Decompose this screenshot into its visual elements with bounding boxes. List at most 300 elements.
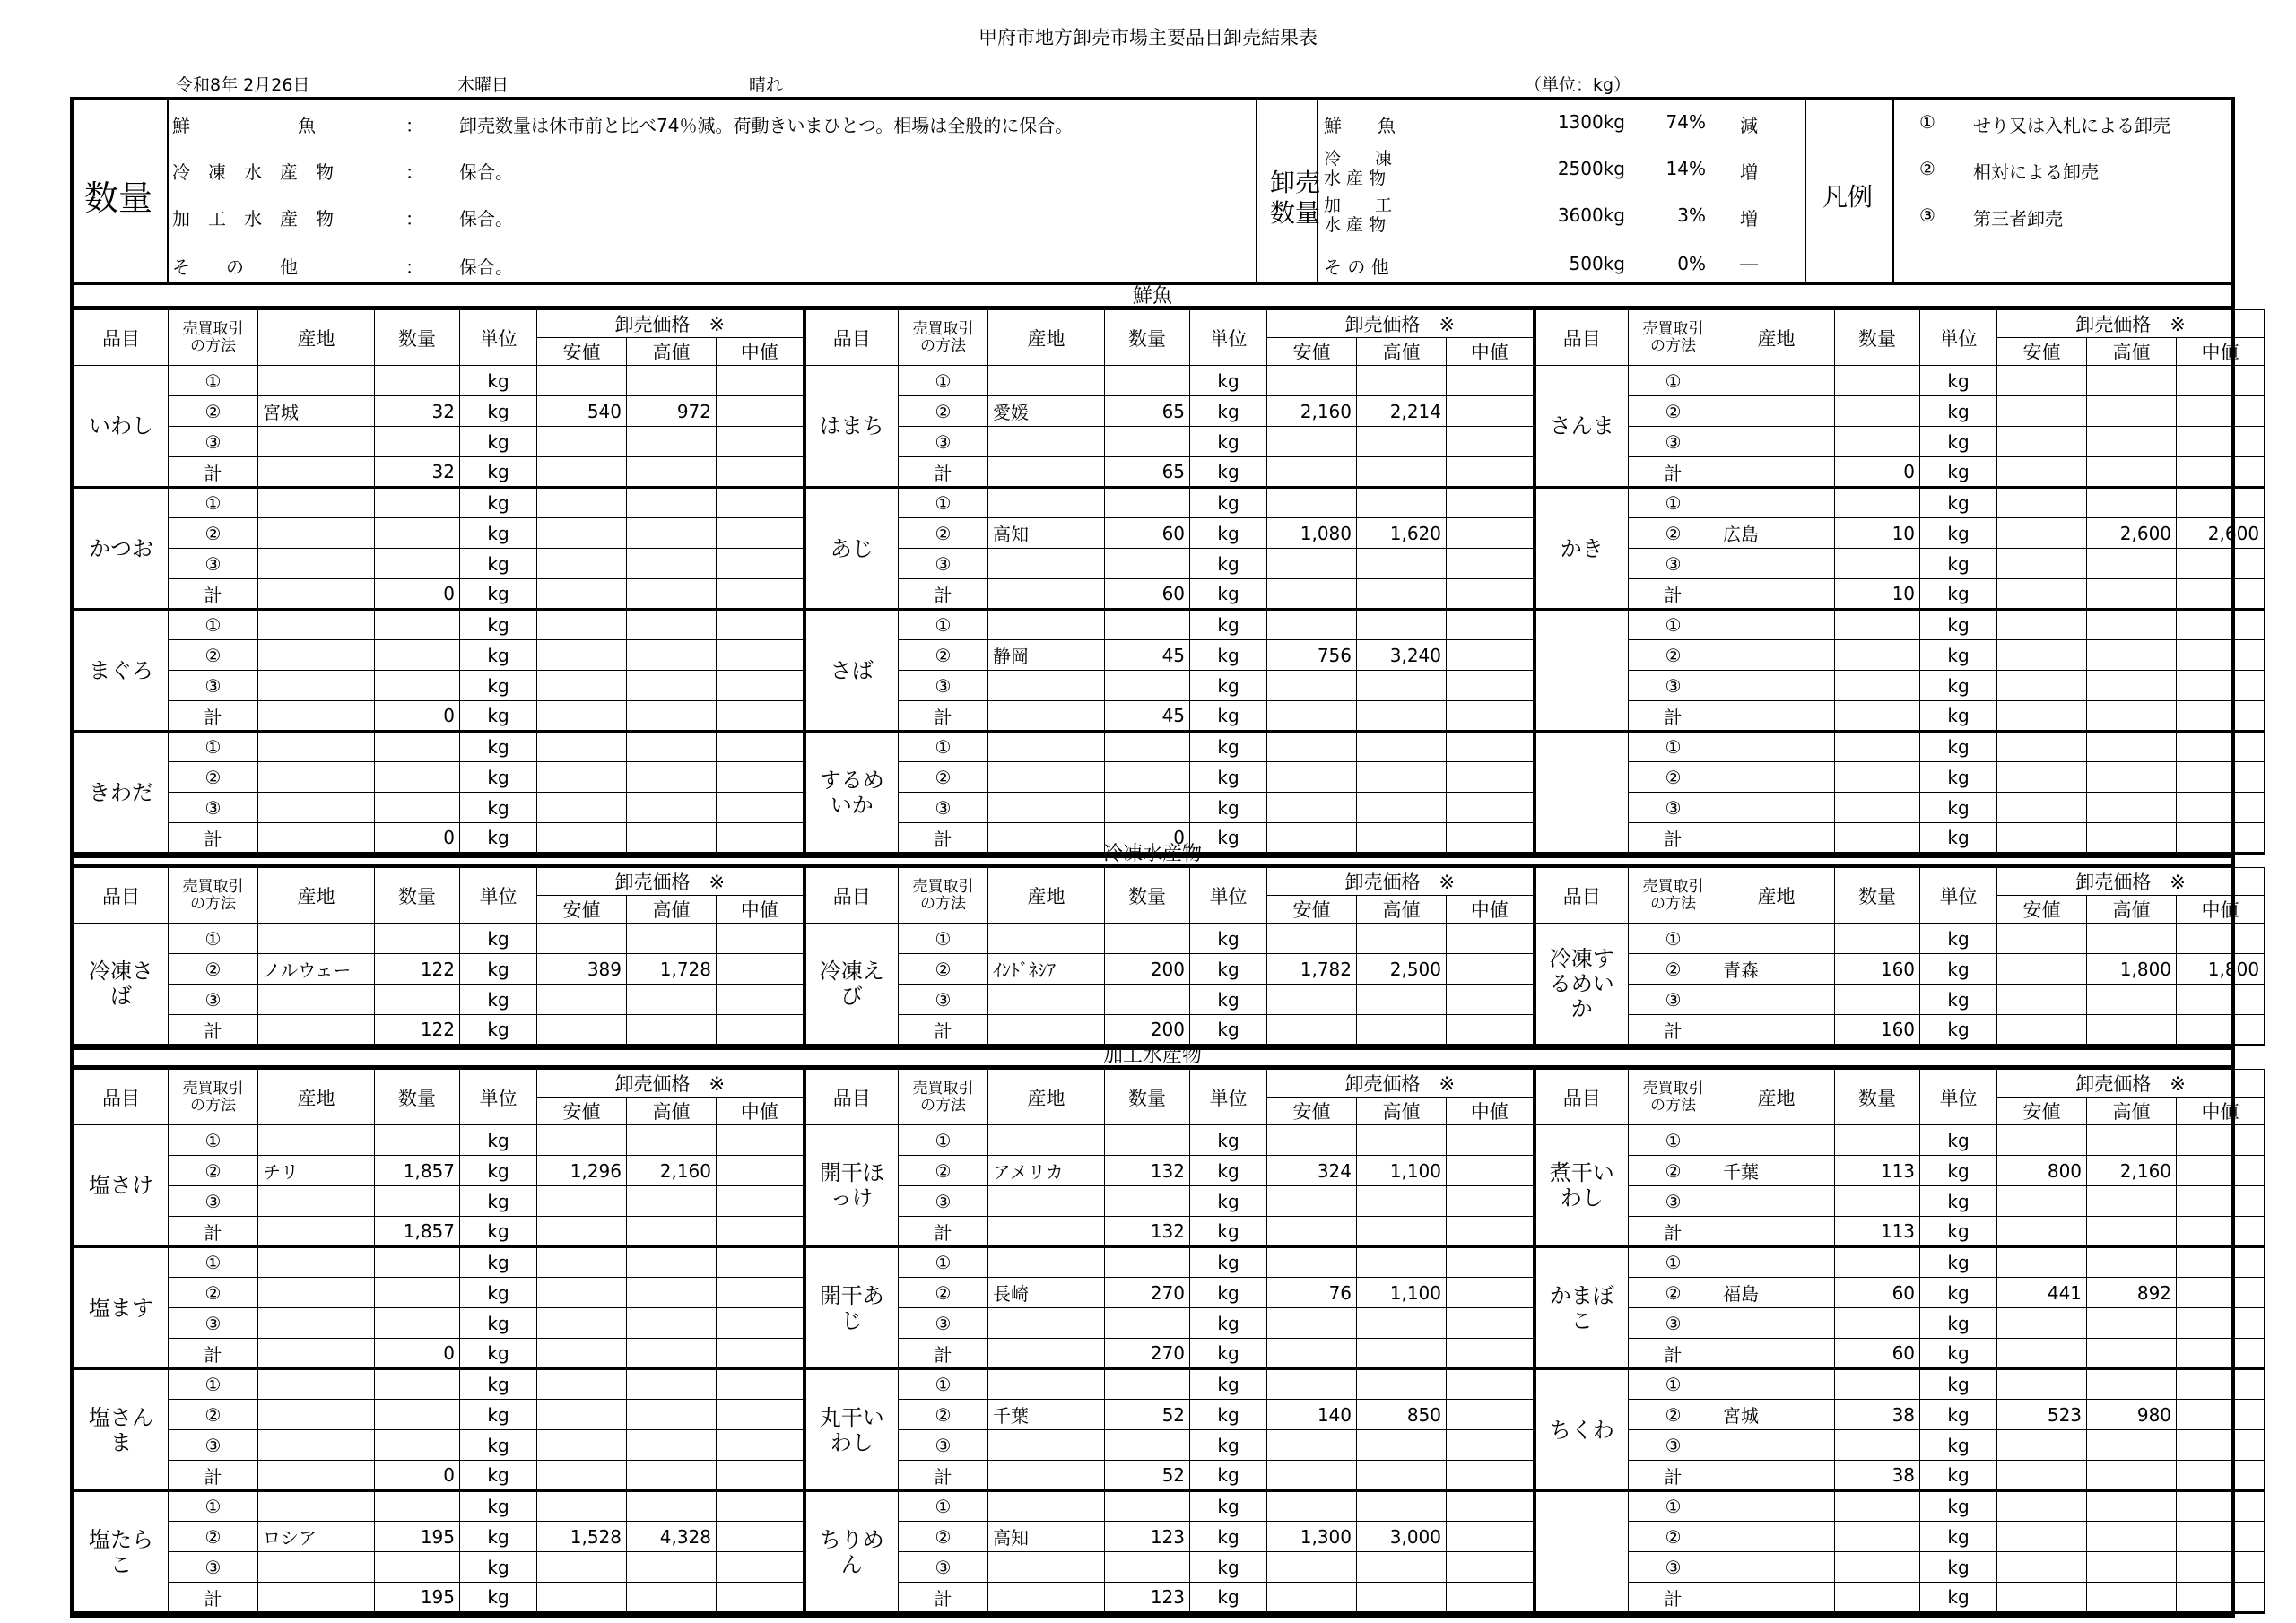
high-price-cell xyxy=(627,366,717,396)
unit-cell: kg xyxy=(1190,1461,1267,1491)
trade-method: ② xyxy=(1629,1400,1718,1430)
high-price-cell xyxy=(627,985,717,1015)
high-price-cell xyxy=(627,762,717,793)
quantity-cell: 270 xyxy=(1105,1339,1190,1369)
low-price-cell xyxy=(1997,1308,2087,1339)
unit-cell: kg xyxy=(1190,549,1267,579)
mid-price-cell xyxy=(1447,1430,1535,1461)
low-price-cell xyxy=(537,793,627,823)
mid-price-cell xyxy=(717,1247,804,1278)
low-price-cell: 756 xyxy=(1267,640,1357,671)
column-header-low: 安値 xyxy=(1267,896,1357,924)
origin-cell xyxy=(258,1583,375,1613)
low-price-cell xyxy=(1997,1552,2087,1583)
item-name: 冷凍さば xyxy=(74,924,169,1046)
quantity-cell: 0 xyxy=(375,823,460,854)
quantity-cell: 132 xyxy=(1105,1217,1190,1247)
quantity-cell xyxy=(1835,640,1920,671)
unit-cell: kg xyxy=(1920,823,1997,854)
section-processed-seafood xyxy=(70,1045,2239,1618)
origin-cell xyxy=(988,610,1105,640)
origin-cell xyxy=(988,1339,1105,1369)
column-header-item: 品目 xyxy=(74,868,169,924)
column-header-item: 品目 xyxy=(1535,1070,1629,1125)
low-price-cell xyxy=(537,1552,627,1583)
low-price-cell xyxy=(537,671,627,701)
item-name: 冷凍えび xyxy=(804,924,899,1046)
low-price-cell xyxy=(537,732,627,762)
low-price-cell xyxy=(1267,579,1357,610)
column-header-price: 卸売価格 ※ xyxy=(537,868,804,896)
unit-cell: kg xyxy=(1920,1156,1997,1186)
unit-cell: kg xyxy=(460,1339,537,1369)
trade-method: ② xyxy=(899,1156,988,1186)
unit-cell: kg xyxy=(1190,1339,1267,1369)
trade-method: ② xyxy=(1629,1278,1718,1308)
legend-text: せり又は入札による卸売 xyxy=(1973,115,2170,136)
column-header-mid: 中値 xyxy=(2177,338,2265,366)
origin-cell xyxy=(258,793,375,823)
column-header-method xyxy=(1629,1070,1718,1125)
mid-price-cell xyxy=(2177,1217,2265,1247)
mid-price-cell xyxy=(717,701,804,732)
origin-cell: 宮城 xyxy=(258,396,375,427)
high-price-cell xyxy=(627,1430,717,1461)
unit-cell: kg xyxy=(460,985,537,1015)
mid-price-cell xyxy=(2177,1339,2265,1369)
page-title: 甲府市地方卸売市場主要品目卸売結果表 xyxy=(978,27,1318,48)
trade-method: ③ xyxy=(169,1186,258,1217)
column-header-method xyxy=(899,868,988,924)
high-price-cell xyxy=(1357,457,1447,488)
high-price-cell xyxy=(627,671,717,701)
column-header-price: 卸売価格 ※ xyxy=(537,1070,804,1098)
low-price-cell xyxy=(1267,1461,1357,1491)
quantity-cell: 45 xyxy=(1105,640,1190,671)
volume-qty: 3600kg xyxy=(1557,204,1625,226)
unit-cell: kg xyxy=(460,1247,537,1278)
quantity-cell xyxy=(375,1125,460,1156)
trade-method: ③ xyxy=(169,985,258,1015)
high-price-cell xyxy=(2087,396,2177,427)
quantity-cell xyxy=(1835,671,1920,701)
item-name: あじ xyxy=(804,488,899,610)
origin-cell xyxy=(988,732,1105,762)
unit-cell: kg xyxy=(1920,396,1997,427)
low-price-cell xyxy=(1267,1339,1357,1369)
quantity-cell: 65 xyxy=(1105,457,1190,488)
unit-cell: kg xyxy=(1920,1217,1997,1247)
high-price-cell xyxy=(2087,1461,2177,1491)
table-row xyxy=(74,1461,2265,1491)
quantity-cell: 195 xyxy=(375,1522,460,1552)
high-price-cell xyxy=(627,1339,717,1369)
unit-cell: kg xyxy=(1190,924,1267,954)
mid-price-cell xyxy=(1447,1125,1535,1156)
unit-cell: kg xyxy=(1190,954,1267,985)
column-header-high: 高値 xyxy=(2087,1098,2177,1125)
mid-price-cell xyxy=(2177,1369,2265,1400)
trade-method: 計 xyxy=(1629,1461,1718,1491)
mid-price-cell xyxy=(717,457,804,488)
high-price-cell xyxy=(627,1400,717,1430)
trade-method: 計 xyxy=(169,1339,258,1369)
high-price-cell xyxy=(2087,1308,2177,1339)
quantity-cell: 38 xyxy=(1835,1461,1920,1491)
column-header-high: 高値 xyxy=(627,1098,717,1125)
method-label-line2: の方法 xyxy=(1650,894,1697,913)
divider xyxy=(1256,100,1257,282)
origin-cell xyxy=(1718,701,1835,732)
summary-box xyxy=(70,97,2235,285)
origin-cell xyxy=(258,1308,375,1339)
legend-mark: ③ xyxy=(1919,204,1935,226)
origin-cell xyxy=(258,488,375,518)
quantity-cell: 60 xyxy=(1105,518,1190,549)
table-row xyxy=(74,1125,2265,1156)
origin-cell xyxy=(258,366,375,396)
high-price-cell: 1,100 xyxy=(1357,1278,1447,1308)
unit-cell: kg xyxy=(1190,1583,1267,1613)
quantity-cell xyxy=(1835,488,1920,518)
mid-price-cell xyxy=(2177,1552,2265,1583)
unit-cell: kg xyxy=(1920,1186,1997,1217)
origin-cell xyxy=(988,1186,1105,1217)
trade-method: ② xyxy=(899,518,988,549)
high-price-cell xyxy=(2087,427,2177,457)
mid-price-cell xyxy=(2177,793,2265,823)
origin-cell xyxy=(988,1369,1105,1400)
section-frozen-seafood xyxy=(70,843,2260,1050)
unit-cell: kg xyxy=(1920,671,1997,701)
trade-method: 計 xyxy=(899,1217,988,1247)
low-price-cell xyxy=(1267,1552,1357,1583)
quantity-cell: 0 xyxy=(1835,457,1920,488)
mid-price-cell xyxy=(717,1217,804,1247)
low-price-cell xyxy=(1997,793,2087,823)
origin-cell xyxy=(258,1461,375,1491)
trade-method: ① xyxy=(169,488,258,518)
mid-price-cell xyxy=(1447,549,1535,579)
quantity-cell: 270 xyxy=(1105,1278,1190,1308)
low-price-cell xyxy=(1997,1247,2087,1278)
high-price-cell xyxy=(627,610,717,640)
quantity-cell xyxy=(1835,396,1920,427)
origin-cell xyxy=(988,1583,1105,1613)
high-price-cell: 1,620 xyxy=(1357,518,1447,549)
method-label-line2: の方法 xyxy=(920,336,967,355)
trade-method: ① xyxy=(169,732,258,762)
origin-cell: 長崎 xyxy=(988,1278,1105,1308)
mid-price-cell xyxy=(1447,1369,1535,1400)
unit-cell: kg xyxy=(1920,985,1997,1015)
mid-price-cell xyxy=(1447,793,1535,823)
high-price-cell xyxy=(2087,732,2177,762)
low-price-cell xyxy=(1267,732,1357,762)
low-price-cell xyxy=(1997,924,2087,954)
trade-method: ① xyxy=(899,1491,988,1522)
quantity-cell xyxy=(1835,985,1920,1015)
trade-method: ① xyxy=(899,1369,988,1400)
high-price-cell xyxy=(2087,985,2177,1015)
origin-cell: 宮城 xyxy=(1718,1400,1835,1430)
mid-price-cell xyxy=(2177,610,2265,640)
trade-method: ① xyxy=(899,924,988,954)
trade-method: 計 xyxy=(169,457,258,488)
quantity-cell xyxy=(375,793,460,823)
high-price-cell xyxy=(2087,1186,2177,1217)
origin-cell xyxy=(988,1247,1105,1278)
quantity-cell xyxy=(1835,366,1920,396)
mid-price-cell xyxy=(717,1552,804,1583)
legend-mark: ② xyxy=(1919,158,1935,179)
column-header-high: 高値 xyxy=(627,896,717,924)
trade-method: 計 xyxy=(1629,823,1718,854)
unit-cell: kg xyxy=(460,549,537,579)
trade-method: 計 xyxy=(169,579,258,610)
mid-price-cell xyxy=(717,924,804,954)
unit-cell: kg xyxy=(460,1278,537,1308)
origin-cell xyxy=(1718,793,1835,823)
item-name: さんま xyxy=(1535,366,1629,488)
mid-price-cell xyxy=(1447,701,1535,732)
low-price-cell xyxy=(537,610,627,640)
mid-price-cell xyxy=(717,1015,804,1046)
quantity-cell xyxy=(1835,1522,1920,1552)
low-price-cell xyxy=(1997,954,2087,985)
table-row xyxy=(74,924,2265,954)
trade-method: 計 xyxy=(169,701,258,732)
high-price-cell xyxy=(627,1491,717,1522)
column-header-origin: 産地 xyxy=(988,310,1105,366)
volume-direction: 減 xyxy=(1740,115,1758,136)
volume-direction: 増 xyxy=(1740,161,1758,183)
unit-cell: kg xyxy=(1920,518,1997,549)
high-price-cell: 980 xyxy=(2087,1400,2177,1430)
column-header-low: 安値 xyxy=(537,896,627,924)
unit-cell: kg xyxy=(460,610,537,640)
high-price-cell xyxy=(627,579,717,610)
unit-cell: kg xyxy=(1190,366,1267,396)
unit-cell: kg xyxy=(1920,762,1997,793)
origin-cell xyxy=(258,985,375,1015)
high-price-cell: 4,328 xyxy=(627,1522,717,1552)
low-price-cell xyxy=(537,1491,627,1522)
high-price-cell xyxy=(627,518,717,549)
mid-price-cell xyxy=(2177,1125,2265,1156)
quantity-cell: 132 xyxy=(1105,1156,1190,1186)
origin-cell xyxy=(258,1186,375,1217)
volume-qty: 2500kg xyxy=(1557,158,1625,179)
volume-category: 水 産 物 xyxy=(1324,215,1387,235)
unit-cell: kg xyxy=(460,1430,537,1461)
quantity-cell xyxy=(1105,366,1190,396)
colon: ： xyxy=(405,115,423,136)
origin-cell xyxy=(1718,488,1835,518)
method-label-line2: の方法 xyxy=(190,1096,236,1115)
low-price-cell: 1,528 xyxy=(537,1522,627,1552)
trade-method: ① xyxy=(1629,732,1718,762)
unit-cell: kg xyxy=(460,924,537,954)
report-date: 令和8年 2月26日 xyxy=(176,75,310,95)
mid-price-cell xyxy=(2177,457,2265,488)
low-price-cell xyxy=(1997,396,2087,427)
high-price-cell xyxy=(1357,427,1447,457)
unit-cell: kg xyxy=(1920,1461,1997,1491)
quantity-cell: 38 xyxy=(1835,1400,1920,1430)
trade-method: 計 xyxy=(169,823,258,854)
low-price-cell: 324 xyxy=(1267,1156,1357,1186)
high-price-cell xyxy=(2087,1217,2177,1247)
column-header-origin: 産地 xyxy=(988,1070,1105,1125)
quantity-cell xyxy=(1835,1430,1920,1461)
unit-cell: kg xyxy=(1920,427,1997,457)
high-price-cell xyxy=(2087,610,2177,640)
trade-method: ② xyxy=(169,762,258,793)
origin-cell xyxy=(1718,1308,1835,1339)
mid-price-cell xyxy=(1447,671,1535,701)
column-header-mid: 中値 xyxy=(2177,1098,2265,1125)
high-price-cell xyxy=(1357,701,1447,732)
quantity-cell xyxy=(375,1400,460,1430)
origin-cell xyxy=(1718,610,1835,640)
quantity-cell xyxy=(375,1552,460,1583)
trade-method: ① xyxy=(1629,1125,1718,1156)
unit-cell: kg xyxy=(1920,732,1997,762)
quantity-cell xyxy=(1835,732,1920,762)
unit-cell: kg xyxy=(1190,579,1267,610)
unit-cell: kg xyxy=(460,579,537,610)
high-price-cell xyxy=(627,1278,717,1308)
mid-price-cell xyxy=(717,1308,804,1339)
unit-cell: kg xyxy=(1190,1491,1267,1522)
volume-pct: 74% xyxy=(1665,111,1706,133)
origin-cell xyxy=(1718,1491,1835,1522)
mid-price-cell xyxy=(717,1339,804,1369)
table-row xyxy=(74,1522,2265,1552)
table-row xyxy=(74,732,2265,762)
trade-method: ① xyxy=(1629,488,1718,518)
mid-price-cell xyxy=(717,579,804,610)
origin-cell: 高知 xyxy=(988,1522,1105,1552)
quantity-cell xyxy=(1835,1125,1920,1156)
unit-cell: kg xyxy=(1920,701,1997,732)
column-header-unit: 単位 xyxy=(460,868,537,924)
column-header-unit: 単位 xyxy=(1920,310,1997,366)
quantity-cell: 10 xyxy=(1835,518,1920,549)
high-price-cell xyxy=(627,1369,717,1400)
low-price-cell xyxy=(537,762,627,793)
origin-cell xyxy=(1718,1247,1835,1278)
low-price-cell xyxy=(537,1339,627,1369)
unit-cell: kg xyxy=(460,762,537,793)
quantity-cell xyxy=(1105,1247,1190,1278)
legend-text: 相対による卸売 xyxy=(1973,161,2099,183)
trade-method: ① xyxy=(1629,924,1718,954)
origin-cell xyxy=(1718,762,1835,793)
mid-price-cell xyxy=(2177,1015,2265,1046)
table-row xyxy=(74,640,2265,671)
origin-cell: 千葉 xyxy=(988,1400,1105,1430)
trade-method: ② xyxy=(899,1522,988,1552)
high-price-cell: 2,160 xyxy=(2087,1156,2177,1186)
high-price-cell xyxy=(627,549,717,579)
item-name: するめいか xyxy=(804,732,899,854)
trade-method: ② xyxy=(169,954,258,985)
quantity-cell xyxy=(1105,1125,1190,1156)
high-price-cell xyxy=(2087,1430,2177,1461)
mid-price-cell xyxy=(1447,1156,1535,1186)
origin-cell: アメリカ xyxy=(988,1156,1105,1186)
origin-cell xyxy=(1718,1461,1835,1491)
quantity-cell xyxy=(375,1308,460,1339)
unit-cell: kg xyxy=(460,1552,537,1583)
table-row xyxy=(74,1186,2265,1217)
unit-cell: kg xyxy=(460,1186,537,1217)
unit-cell: kg xyxy=(1920,640,1997,671)
unit-cell: kg xyxy=(1190,518,1267,549)
table-row xyxy=(74,1369,2265,1400)
quantity-cell xyxy=(1835,793,1920,823)
trade-method: ③ xyxy=(899,427,988,457)
unit-cell: kg xyxy=(1920,924,1997,954)
mid-price-cell xyxy=(2177,732,2265,762)
high-price-cell xyxy=(2087,793,2177,823)
origin-cell xyxy=(988,671,1105,701)
quantity-cell: 113 xyxy=(1835,1156,1920,1186)
report-weather: 晴れ xyxy=(749,75,784,95)
origin-cell xyxy=(1718,1125,1835,1156)
origin-cell xyxy=(988,1491,1105,1522)
high-price-cell xyxy=(2087,640,2177,671)
unit-cell: kg xyxy=(1190,793,1267,823)
low-price-cell xyxy=(537,1369,627,1400)
unit-cell: kg xyxy=(1920,1247,1997,1278)
item-name: 丸干いわし xyxy=(804,1369,899,1491)
summary-category: そ の 他 xyxy=(172,256,298,278)
high-price-cell xyxy=(1357,579,1447,610)
low-price-cell xyxy=(1267,671,1357,701)
quantity-cell: 0 xyxy=(375,1461,460,1491)
high-price-cell xyxy=(2087,579,2177,610)
high-price-cell xyxy=(2087,1015,2177,1046)
unit-cell: kg xyxy=(460,1156,537,1186)
origin-cell xyxy=(258,1369,375,1400)
unit-cell: kg xyxy=(1920,549,1997,579)
quantity-cell xyxy=(375,610,460,640)
mid-price-cell xyxy=(717,985,804,1015)
unit-cell: kg xyxy=(460,1217,537,1247)
unit-cell: kg xyxy=(460,1125,537,1156)
trade-method: 計 xyxy=(899,823,988,854)
unit-cell: kg xyxy=(1190,1400,1267,1430)
results-table xyxy=(74,867,2265,1046)
mid-price-cell xyxy=(717,1400,804,1430)
table-row xyxy=(74,1339,2265,1369)
unit-cell: kg xyxy=(1190,762,1267,793)
legend-label: 凡例 xyxy=(1822,182,1874,212)
unit-cell: kg xyxy=(1190,1369,1267,1400)
unit-cell: kg xyxy=(460,701,537,732)
unit-cell: kg xyxy=(1190,671,1267,701)
unit-cell: kg xyxy=(460,396,537,427)
high-price-cell xyxy=(2087,1522,2177,1552)
column-header-item: 品目 xyxy=(74,1070,169,1125)
quantity-cell: 0 xyxy=(375,579,460,610)
volume-category: そ の 他 xyxy=(1324,256,1389,278)
table-row xyxy=(74,762,2265,793)
item-name: はまち xyxy=(804,366,899,488)
